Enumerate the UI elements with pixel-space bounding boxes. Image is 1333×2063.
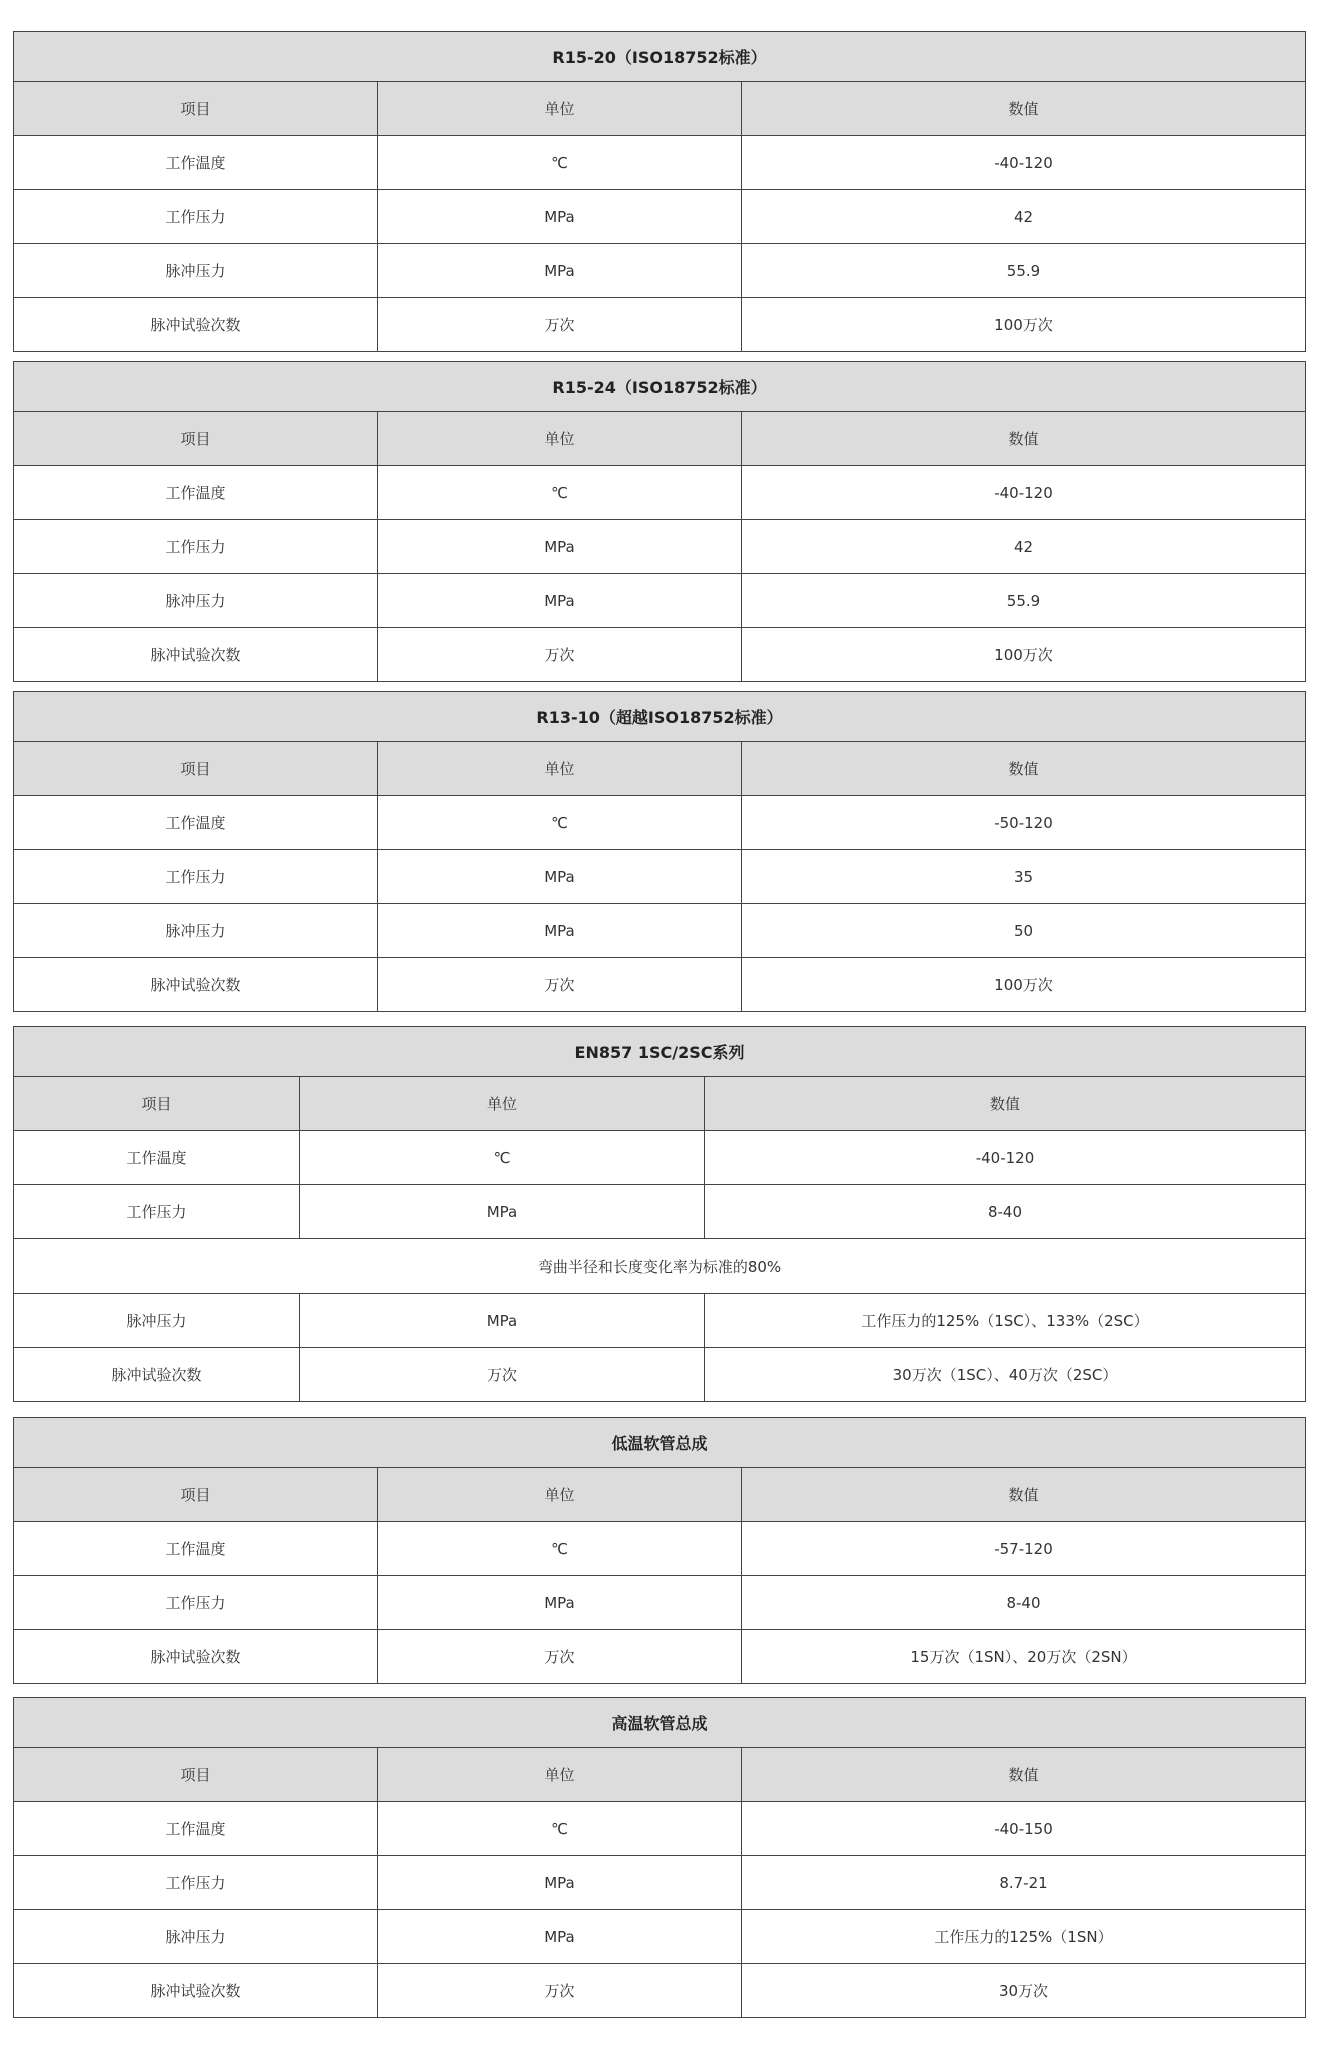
cell-item: 脉冲试验次数 — [14, 958, 378, 1012]
cell-value: -57-120 — [742, 1522, 1306, 1576]
cell-value: -40-150 — [742, 1802, 1306, 1856]
cell-unit: ℃ — [378, 1802, 742, 1856]
cell-item: 工作压力 — [14, 850, 378, 904]
table-title: R13-10（超越ISO18752标准） — [14, 692, 1306, 742]
cell-item: 工作压力 — [14, 190, 378, 244]
cell-value: 100万次 — [742, 958, 1306, 1012]
cell-value: -40-120 — [742, 136, 1306, 190]
cell-value: 15万次（1SN）、20万次（2SN） — [742, 1630, 1306, 1684]
cell-value: -40-120 — [742, 466, 1306, 520]
cell-item: 脉冲试验次数 — [14, 1630, 378, 1684]
cell-unit: MPa — [378, 244, 742, 298]
cell-value: 8-40 — [742, 1576, 1306, 1630]
cell-value: 50 — [742, 904, 1306, 958]
cell-unit: 万次 — [378, 958, 742, 1012]
cell-item: 工作温度 — [14, 466, 378, 520]
cell-value: 100万次 — [742, 298, 1306, 352]
cell-item: 工作温度 — [14, 136, 378, 190]
cell-value: 30万次 — [742, 1964, 1306, 2018]
cell-item: 工作压力 — [14, 520, 378, 574]
cell-unit: MPa — [300, 1185, 705, 1239]
column-header-item: 项目 — [14, 412, 378, 466]
cell-value: 30万次（1SC）、40万次（2SC） — [705, 1348, 1306, 1402]
cell-item: 脉冲压力 — [14, 904, 378, 958]
cell-unit: MPa — [300, 1294, 705, 1348]
table-title: R15-20（ISO18752标准） — [14, 32, 1306, 82]
column-header-value: 数值 — [742, 742, 1306, 796]
cell-item: 脉冲压力 — [14, 1910, 378, 1964]
cell-item: 工作温度 — [14, 1131, 300, 1185]
cell-item: 脉冲压力 — [14, 244, 378, 298]
cell-item: 工作压力 — [14, 1576, 378, 1630]
cell-unit: MPa — [378, 850, 742, 904]
cell-value: 55.9 — [742, 244, 1306, 298]
column-header-value: 数值 — [742, 1468, 1306, 1522]
cell-unit: MPa — [378, 574, 742, 628]
cell-unit: ℃ — [378, 1522, 742, 1576]
cell-unit: ℃ — [378, 466, 742, 520]
cell-unit: ℃ — [300, 1131, 705, 1185]
spec-table-r15-24 — [13, 361, 1306, 682]
cell-value: -40-120 — [705, 1131, 1306, 1185]
spec-table-en857 — [13, 1026, 1306, 1402]
cell-unit: MPa — [378, 1856, 742, 1910]
cell-unit: MPa — [378, 520, 742, 574]
column-header-item: 项目 — [14, 1077, 300, 1131]
column-header-unit: 单位 — [378, 742, 742, 796]
column-header-item: 项目 — [14, 1748, 378, 1802]
cell-item: 脉冲试验次数 — [14, 628, 378, 682]
cell-item: 工作压力 — [14, 1856, 378, 1910]
cell-item: 脉冲压力 — [14, 1294, 300, 1348]
cell-value: 42 — [742, 190, 1306, 244]
cell-item: 工作温度 — [14, 1802, 378, 1856]
table-title: R15-24（ISO18752标准） — [14, 362, 1306, 412]
cell-unit: MPa — [378, 1576, 742, 1630]
column-header-value: 数值 — [742, 412, 1306, 466]
cell-value: 42 — [742, 520, 1306, 574]
table-title: 低温软管总成 — [14, 1418, 1306, 1468]
cell-unit: MPa — [378, 1910, 742, 1964]
cell-value: 55.9 — [742, 574, 1306, 628]
cell-value: 工作压力的125%（1SN） — [742, 1910, 1306, 1964]
cell-value: 8-40 — [705, 1185, 1306, 1239]
table-note: 弯曲半径和长度变化率为标准的80% — [14, 1239, 1306, 1294]
column-header-unit: 单位 — [378, 82, 742, 136]
column-header-item: 项目 — [14, 1468, 378, 1522]
table-title: EN857 1SC/2SC系列 — [14, 1027, 1306, 1077]
table-title: 高温软管总成 — [14, 1698, 1306, 1748]
cell-unit: 万次 — [378, 298, 742, 352]
spec-table-r13-10 — [13, 691, 1306, 1012]
spec-table-low-temp — [13, 1417, 1306, 1684]
cell-unit: 万次 — [300, 1348, 705, 1402]
column-header-unit: 单位 — [378, 412, 742, 466]
cell-item: 脉冲试验次数 — [14, 298, 378, 352]
cell-unit: 万次 — [378, 1630, 742, 1684]
cell-item: 工作压力 — [14, 1185, 300, 1239]
spec-table-r15-20 — [13, 31, 1306, 352]
cell-value: 工作压力的125%（1SC）、133%（2SC） — [705, 1294, 1306, 1348]
cell-item: 脉冲试验次数 — [14, 1348, 300, 1402]
column-header-value: 数值 — [705, 1077, 1306, 1131]
column-header-unit: 单位 — [378, 1748, 742, 1802]
cell-value: -50-120 — [742, 796, 1306, 850]
cell-unit: MPa — [378, 904, 742, 958]
column-header-value: 数值 — [742, 1748, 1306, 1802]
cell-unit: 万次 — [378, 628, 742, 682]
cell-value: 8.7-21 — [742, 1856, 1306, 1910]
cell-value: 35 — [742, 850, 1306, 904]
spec-table-high-temp — [13, 1697, 1306, 2018]
cell-unit: ℃ — [378, 136, 742, 190]
cell-item: 工作温度 — [14, 1522, 378, 1576]
column-header-item: 项目 — [14, 82, 378, 136]
column-header-unit: 单位 — [300, 1077, 705, 1131]
column-header-item: 项目 — [14, 742, 378, 796]
cell-value: 100万次 — [742, 628, 1306, 682]
cell-unit: ℃ — [378, 796, 742, 850]
cell-item: 工作温度 — [14, 796, 378, 850]
cell-unit: MPa — [378, 190, 742, 244]
cell-item: 脉冲试验次数 — [14, 1964, 378, 2018]
column-header-value: 数值 — [742, 82, 1306, 136]
cell-unit: 万次 — [378, 1964, 742, 2018]
column-header-unit: 单位 — [378, 1468, 742, 1522]
cell-item: 脉冲压力 — [14, 574, 378, 628]
